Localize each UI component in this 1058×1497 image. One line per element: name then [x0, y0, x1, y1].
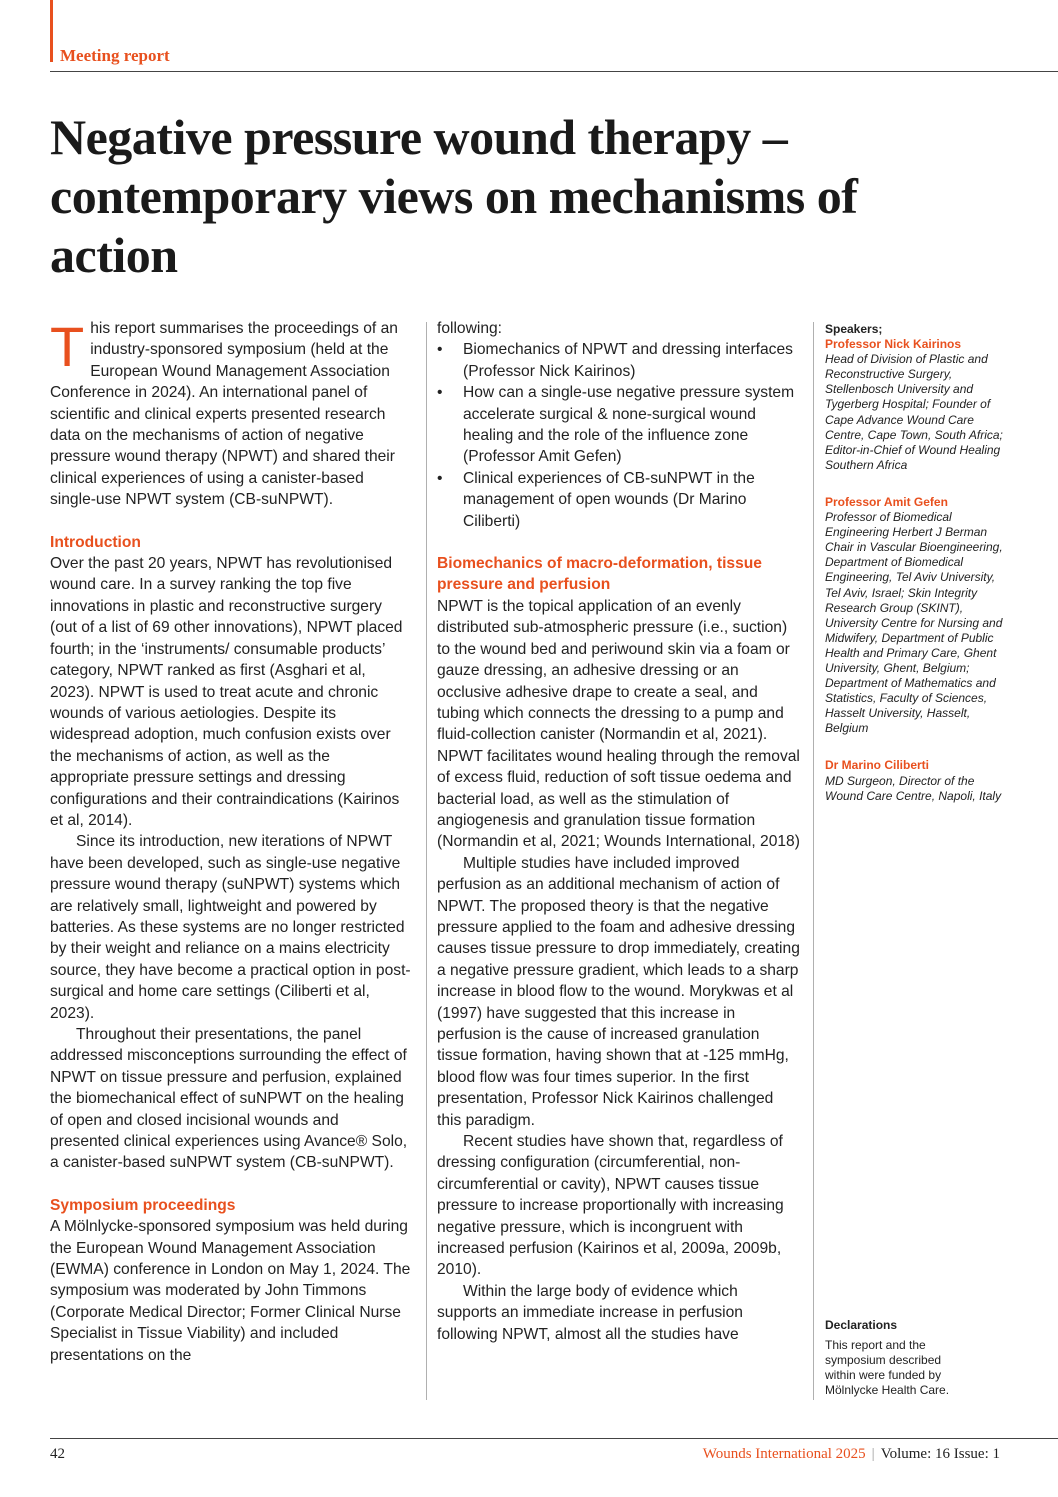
column-middle — [437, 318, 801, 1345]
introduction-paragraph-2: Since its introduction, new iterations of NPWT have been developed, such as single-use negative pressure wound therapy (suNPWT) systems which are relatively small, lightweight and powered by batteries. As these systems are no longer restricted by their weight and reliance on a mains electricity source, they have become a practical option in post-surgical and home care settings (Ciliberti et al, 2023). — [50, 833, 411, 1022]
journal-name: Wounds International 2025 — [702, 1446, 866, 1462]
declarations-text: This report and the symposium described within were funded by Mölnlycke Health Care. — [825, 1338, 950, 1398]
symposium-paragraph-1: A Mölnlycke-sponsored symposium was held during the European Wound Management Association (EWMA) conference in London on May 1, 2024. The symposium was moderated by John Timmons (Corporate Medical Director; Former Clinical Nurse Specialist in Tissue Viability) and included presentations on the — [50, 1218, 411, 1364]
drop-cap: T — [50, 315, 85, 378]
article-title: Negative pressure wound therapy – contemporary views on mechanisms of action — [50, 109, 858, 283]
speaker-name: Professor Nick Kairinos — [825, 337, 962, 352]
introduction-paragraph-1: Over the past 20 years, NPWT has revolutionised wound care. In a survey ranking the top five innovations in plastic and reconstructive surgery (out of a list of 69 other innovations), NPWT placed fourth; in the ‘instruments/ consumable products’ category, NPWT ranked as first (Asghari et al, 2023). NPWT is used to treat acute and chronic wounds of various aetiologies. Despite its widespread adoption, much confusion exists over the mechanisms of action, as well as the appropriate pressure settings and dressing configurations and their contraindications (Kairinos et al, 2014). — [50, 555, 403, 829]
journal-issue: Volume: 16 Issue: 1 — [880, 1446, 1000, 1462]
accent-bar — [50, 0, 53, 62]
top-rule — [50, 71, 1058, 72]
symposium-heading: Symposium proceedings — [50, 1196, 236, 1214]
speakers-label: Speakers; — [825, 322, 883, 336]
biomechanics-heading: Biomechanics of macro-deformation, tissue pressure and perfusion — [437, 555, 762, 594]
page-number: 42 — [50, 1446, 65, 1462]
list-item: • Biomechanics of NPWT and dressing interfaces (Professor Nick Kairinos) — [437, 339, 801, 382]
biomechanics-paragraph-3: Recent studies have shown that, regardless of dressing configuration (circumferential, non-circumferential or cavity), NPWT causes tissue pressure to increase proportionally with increasing negative pressure, which is incongruent with increased perfusion (Kairinos et al, 2009a, 2009b, 2010). — [437, 1133, 784, 1279]
biomechanics-paragraph-2: Multiple studies have included improved perfusion as an additional mechanism of action of NPWT. The proposed theory is that the negative pressure applied to the foam and adhesive dressing causes tissue pressure to drop immediately, creating a negative pressure gradient, which leads to a sharp increase in blood flow to the wound. Morykwas et al (1997) have suggested that this increase in perfusion is the cause of increased granulation tissue formation, having shown that at -125 mmHg, blood flow was four times superior. In the first presentation, Professor Nick Kairinos challenged this paradigm. — [437, 854, 800, 1129]
speakers-sidebar — [825, 322, 1005, 826]
declarations-box — [825, 1318, 975, 1398]
introduction-heading: Introduction — [50, 533, 141, 551]
biomechanics-paragraph-4: Within the large body of evidence which supports an immediate increase in perfusion following NPWT, almost all the studies have — [437, 1282, 743, 1343]
speaker-name: Professor Amit Gefen — [825, 494, 948, 509]
list-item: • How can a single-use negative pressure system accelerate surgical & none-surgical wound healing and the role of the influence zone (Professor Amit Gefen) — [437, 382, 801, 468]
introduction-paragraph-3: Throughout their presentations, the panel addressed misconceptions surrounding the effect of NPWT on tissue pressure and perfusion, explained the biomechanical effect of suNPWT on the healing of open and closed incisional wounds and presented clinical experiences using Avance® Solo, a canister-based suNPWT system (CB-suNPWT). — [50, 1026, 408, 1172]
column-divider-left — [426, 322, 427, 1400]
speaker-affiliation: Head of Division of Plastic and Reconstructive Surgery, Stellenbosch University and Tygerberg Hospital; Founder of Cape Advance Wound Care Centre, Cape Town, South Africa; Editor-in-Chief of Wound Healing Southern Africa — [825, 352, 1003, 472]
list-lead: following: — [437, 320, 503, 337]
speaker-name: Dr Marino Ciliberti — [825, 758, 930, 773]
section-tag: Meeting report — [60, 46, 170, 65]
journal-footer — [703, 1446, 1000, 1463]
footer-separator: | — [871, 1446, 875, 1462]
declarations-label: Declarations — [825, 1318, 898, 1332]
column-divider-right — [813, 322, 814, 1400]
column-left — [50, 315, 412, 1366]
intro-text: his report summarises the proceedings of an industry-sponsored symposium (held at the European Wound Management Association Conference in 2024). An international panel of scientific and clinical experts presented research data on the mechanisms of action of negative pressure wound therapy (NPWT) and shared their clinical experiences of using a canister-based single-use NPWT system (CB-suNPWT). — [50, 320, 398, 509]
list-item: • Clinical experiences of CB-suNPWT in the management of open wounds (Dr Marino Ciliberti) — [437, 468, 801, 532]
presentation-list — [437, 339, 801, 532]
biomechanics-paragraph-1: NPWT is the topical application of an evenly distributed sub-atmospheric pressure (i.e., suction) to the wound bed and periwound skin via a foam or gauze dressing, an adhesive dressing or an occlusive adhesive drape to create a seal, and tubing which connects the dressing to a pump and fluid-collection canister (Normandin et al, 2021). NPWT facilitates wound healing through the removal of excess fluid, reduction of soft tissue oedema and bacterial load, as well as the stimulation of angiogenesis and granulation tissue formation (Normandin et al, 2021; Wounds International, 2018) — [437, 597, 800, 851]
speaker-affiliation: MD Surgeon, Director of the Wound Care Centre, Napoli, Italy — [825, 773, 1002, 803]
bottom-rule — [50, 1438, 1058, 1439]
speaker-affiliation: Professor of Biomedical Engineering Herbert J Berman Chair in Vascular Bioengineering, Department of Biomedical Engineering, Tel Aviv University, Tel Aviv, Israel; Skin Integrity Research Group (SKINT), University Centre for Nursing and Midwifery, Department of Public Health and Primary Care, Ghent University, Ghent, Belgium; Department of Mathematics and Statistics, Faculty of Sciences, Hasselt University, Hasselt, Belgium — [825, 510, 1003, 736]
intro-paragraph — [50, 315, 412, 511]
